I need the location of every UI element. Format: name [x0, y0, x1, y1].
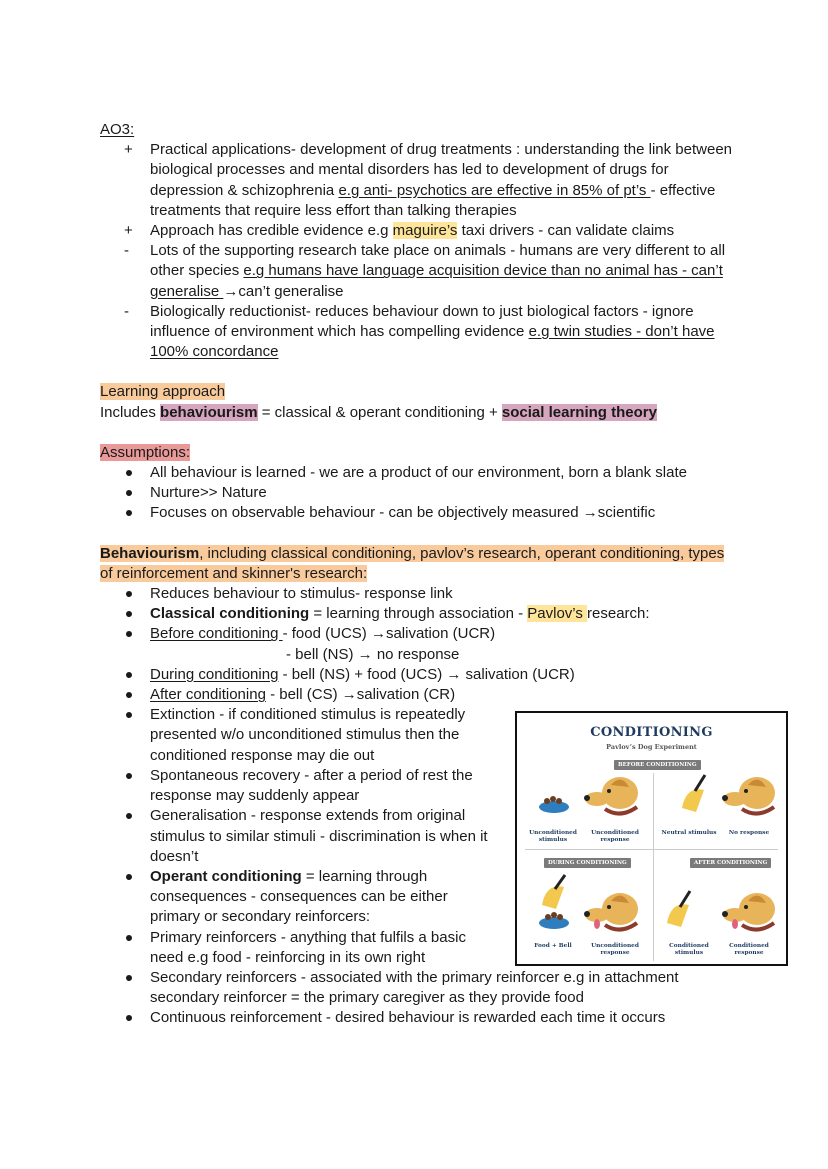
text-run: social learning theory [501, 403, 657, 421]
text-run: Spontaneous recovery - after a period of rest the response may suddenly appear [150, 766, 473, 805]
behaviourism-item [100, 705, 500, 766]
behaviourism-item [100, 968, 740, 1008]
text-run: research: [587, 605, 650, 623]
text-run: behaviourism [160, 403, 258, 421]
dog-head-icon [584, 893, 638, 930]
text-run: Biologically reductionist- reduces behaviour down to just biological factors - ignore influence of environment which has compelling evidence [150, 302, 694, 341]
text-run: →can’t generalise [223, 282, 344, 300]
figure-subtitle: Pavlov’s Dog Experiment [606, 743, 697, 751]
text-run: After conditioning [150, 686, 266, 704]
text-run: taxi drivers - can validate claims [457, 222, 675, 240]
bullet-icon [126, 611, 132, 617]
ao3-point [100, 302, 740, 363]
behaviourism-heading [100, 544, 740, 584]
behaviourism-item [100, 1008, 740, 1028]
caption-unconditioned-stimulus: Unconditioned stimulus [529, 830, 577, 843]
assumption-item [100, 463, 740, 483]
dog-head-icon [584, 777, 638, 814]
bullet-icon [126, 975, 132, 981]
assumption-text: Focuses on observable behaviour - can be objectively measured →scientific [150, 504, 656, 522]
behaviourism-item [100, 665, 740, 685]
bullet-icon [126, 510, 132, 516]
text-run: Secondary reinforcers - associated with the primary reinforcer e.g in attachment secondary reinforcer = the primary caregiver as they provide food [150, 968, 679, 1007]
learning-includes-line [100, 403, 740, 423]
ao3-list [100, 140, 740, 362]
food-bowl-icon [539, 912, 569, 929]
text-run: e.g twin studies - don’t have 100% concordance [150, 323, 715, 361]
behaviourism-heading-bold: Behaviourism [100, 544, 200, 562]
caption-unconditioned-response: Unconditioned response [591, 830, 639, 843]
assumption-text: All behaviour is learned - we are a product of our environment, born a blank slate [150, 464, 687, 482]
behaviourism-item [100, 928, 500, 968]
text-run: - effective treatments that require less effort than talking therapies [150, 181, 716, 219]
text-run: - food (UCS) →salivation (UCR) [282, 625, 496, 643]
ao3-point [100, 140, 740, 221]
caption-food-bell: Food + Bell [534, 943, 572, 949]
caption-no-response: No response [728, 830, 770, 836]
behaviourism-item [100, 604, 740, 624]
plus-marker: + [124, 222, 133, 240]
text-run: Includes [100, 403, 161, 421]
bell-icon [542, 875, 565, 909]
bullet-icon [126, 470, 132, 476]
continuation-line: - bell (NS) → no response [286, 645, 460, 663]
bullet-icon [126, 1015, 132, 1021]
text-run: Approach has credible evidence e.g [150, 222, 393, 240]
behaviourism-item [100, 867, 500, 928]
bell-icon [667, 891, 690, 927]
text-run: Generalisation - response extends from original stimulus to similar stimuli - discrimination is when it doesn’t [150, 807, 488, 865]
text-run: Practical applications- development of drug treatments : understanding the link between biological processes and mental disorders has led to development of drugs for depression & schizophrenia [150, 141, 733, 199]
learning-heading-text: Learning approach [100, 383, 226, 401]
text-run: = classical & operant conditioning + [257, 403, 502, 421]
food-bowl-icon [539, 796, 569, 813]
minus-marker: - [124, 302, 129, 320]
text-run: e.g humans have language acquisition device than no animal has - can’t generalise [150, 262, 723, 300]
assumption-item [100, 483, 740, 503]
behaviourism-item [100, 584, 740, 604]
text-run: Classical conditioning [150, 605, 310, 623]
text-run: Primary reinforcers - anything that fulfils a basic need e.g food - reinforcing in its own right [150, 928, 466, 966]
text-run: e.g anti- psychotics are effective in 85% of pt’s [338, 181, 651, 199]
bullet-icon [126, 490, 132, 496]
ao3-heading: AO3: [100, 121, 135, 138]
behaviourism-item [100, 624, 740, 644]
behaviourism-heading-rest: , including classical conditioning, pavlov’s research, operant conditioning, types of reinforcement and skinner's research: [100, 544, 725, 582]
figure-title: CONDITIONING [590, 725, 713, 740]
behaviourism-item [100, 806, 500, 867]
text-run: During conditioning [150, 665, 279, 683]
assumption-text: Nurture>> Nature [150, 484, 267, 502]
text-run: = learning through association - [309, 605, 528, 623]
bullet-icon [126, 591, 132, 597]
text-run: Reduces behaviour to stimulus- response link [150, 585, 453, 603]
bullet-icon [126, 631, 132, 637]
caption-conditioned-stimulus: Conditioned stimulus [669, 943, 709, 956]
ao3-point [100, 221, 740, 241]
learning-heading [100, 382, 740, 402]
tag-after-conditioning: AFTER CONDITIONING [690, 858, 771, 868]
text-run: Continuous reinforcement - desired behaviour is rewarded each time it occurs [150, 1009, 666, 1027]
text-run: - bell (CS) →salivation (CR) [265, 686, 456, 704]
minus-marker: - [124, 242, 129, 260]
dog-head-icon [722, 777, 775, 814]
bell-icon [682, 775, 705, 812]
caption-neutral-stimulus: Neutral stimulus [661, 830, 717, 836]
bullet-icon [126, 813, 132, 819]
text-run: maguire’s [392, 222, 458, 240]
conditioning-figure [515, 711, 788, 966]
assumptions-heading [100, 443, 740, 463]
text-run: Lots of the supporting research take place on animals - humans are very different to all other species [150, 242, 726, 280]
bullet-icon [126, 773, 132, 779]
assumption-item [100, 503, 740, 523]
bullet-icon [126, 874, 132, 880]
bullet-icon [126, 692, 132, 698]
text-run: Pavlov’s [527, 605, 588, 623]
bullet-icon [126, 672, 132, 678]
caption-unconditioned-response-2: Unconditioned response [591, 943, 639, 956]
text-run: Operant conditioning [150, 867, 302, 885]
dog-head-icon [722, 893, 775, 930]
ao3-point [100, 241, 740, 302]
caption-conditioned-response: Conditioned response [729, 943, 769, 956]
assumptions-list [100, 463, 740, 524]
bullet-icon [126, 935, 132, 941]
tag-before-conditioning: BEFORE CONDITIONING [614, 760, 701, 770]
assumptions-heading-text: Assumptions: [100, 443, 191, 461]
text-run: - bell (NS) + food (UCS) → salivation (UCR) [278, 665, 575, 683]
tag-during-conditioning: DURING CONDITIONING [544, 858, 631, 868]
behaviourism-item [100, 685, 740, 705]
plus-marker: + [124, 141, 133, 159]
bullet-icon [126, 712, 132, 718]
behaviourism-item [100, 766, 500, 806]
text-run: Extinction - if conditioned stimulus is repeatedly presented w/o unconditioned stimulus then the conditioned response may die out [150, 706, 466, 764]
text-run: Before conditioning [150, 625, 283, 643]
text-run: = learning through consequences - consequences can be either primary or secondary reinforcers: [150, 867, 448, 926]
